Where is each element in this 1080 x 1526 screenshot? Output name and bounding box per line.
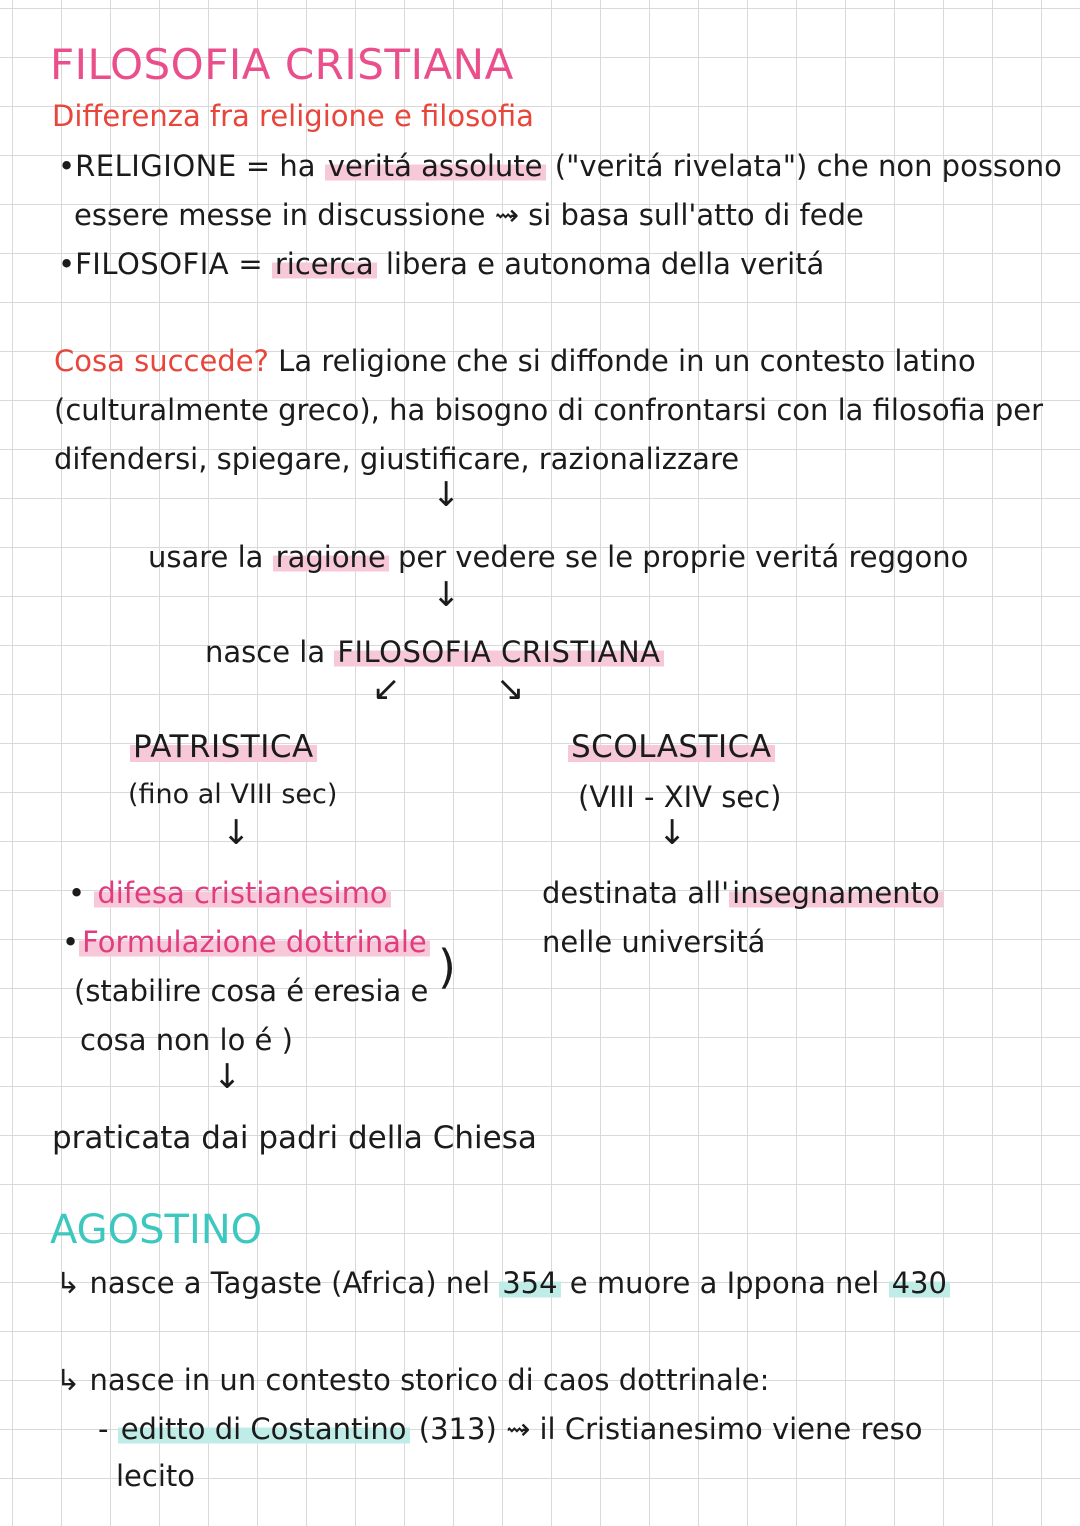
scolastica-title: SCOLASTICA <box>568 729 775 765</box>
bullet: • <box>58 149 76 183</box>
filosofia-term: FILOSOFIA <box>75 247 230 281</box>
bullet: • <box>58 247 76 281</box>
highlight-verita-assolute: veritá assolute <box>325 149 546 183</box>
religione-term: RELIGIONE <box>75 149 237 183</box>
editto-di-costantino: editto di Costantino <box>118 1412 410 1446</box>
text: e muore a Ippona nel <box>560 1266 889 1300</box>
arrow-down-right-icon: ↘ <box>496 669 525 709</box>
text: (313) ⇝ il Cristianesimo viene reso <box>409 1412 923 1446</box>
formulazione-dottrinale: Formulazione dottrinale <box>79 925 430 959</box>
arrow-down-icon: ↓ <box>658 813 687 853</box>
section-subtitle: Differenza fra religione e filosofia <box>52 99 534 133</box>
religione-line-2: essere messe in discussione ⇝ si basa sull'atto di fede <box>74 198 864 232</box>
patristica-title: PATRISTICA <box>130 729 317 765</box>
scolastica-line-1 <box>542 873 943 913</box>
agostino-line-1 <box>56 1263 950 1303</box>
text: usare la <box>148 540 273 574</box>
arrow-down-left-icon: ↙ <box>372 669 401 709</box>
highlight-ragione: ragione <box>273 540 389 574</box>
bracket-icon: ) <box>438 940 456 994</box>
text: La religione che si diffonde in un contesto latino <box>268 344 976 378</box>
arrow-down-icon: ↓ <box>222 813 251 853</box>
year-430: 430 <box>889 1266 950 1300</box>
filosofia-line <box>58 244 824 284</box>
patristica-result: praticata dai padri della Chiesa <box>52 1120 537 1156</box>
difesa-cristianesimo: difesa cristianesimo <box>94 876 390 910</box>
arrow-down-icon: ↓ <box>432 575 461 615</box>
agostino-line-3 <box>98 1409 922 1449</box>
text: nasce la <box>205 635 335 669</box>
cosa-line-2: (culturalmente greco), ha bisogno di confrontarsi con la filosofia per <box>54 393 1044 427</box>
agostino-line-2: ↳ nasce in un contesto storico di caos dottrinale: <box>56 1363 770 1397</box>
scolastica-heading <box>568 727 775 767</box>
patristica-heading <box>130 727 317 767</box>
ragione-line <box>148 537 968 577</box>
agostino-title: AGOSTINO <box>50 1207 263 1253</box>
text: ("veritá rivelata") che non possono <box>545 149 1062 183</box>
page-title: FILOSOFIA CRISTIANA <box>50 40 514 89</box>
scolastica-period: (VIII - XIV sec) <box>578 780 782 814</box>
highlight-filosofia-cristiana: FILOSOFIA CRISTIANA <box>334 635 663 669</box>
arrow-down-icon: ↓ <box>213 1057 242 1097</box>
text: ha <box>279 149 325 183</box>
text: libera e autonoma della veritá <box>376 247 825 281</box>
bullet: • <box>68 876 95 910</box>
equals-sign: = <box>236 149 280 183</box>
cosa-line-1 <box>54 341 976 381</box>
text: destinata all' <box>542 876 730 910</box>
patristica-line-4: cosa non lo é ) <box>80 1023 293 1057</box>
patristica-bullet-1 <box>68 873 391 913</box>
scolastica-line-2: nelle universitá <box>542 925 766 959</box>
highlight-ricerca: ricerca <box>272 247 377 281</box>
religione-line-1 <box>58 146 1062 186</box>
patristica-period: (fino al VIII sec) <box>128 779 338 810</box>
cosa-line-3: difendersi, spiegare, giustificare, razionalizzare <box>54 442 740 476</box>
arrow-down-icon: ↓ <box>432 475 461 515</box>
agostino-line-4: lecito <box>116 1459 196 1493</box>
patristica-line-3: (stabilire cosa é eresia e <box>74 974 429 1008</box>
year-354: 354 <box>499 1266 560 1300</box>
highlight-insegnamento: insegnamento <box>729 876 943 910</box>
patristica-bullet-2 <box>62 922 430 962</box>
text: per vedere se le proprie veritá reggono <box>388 540 969 574</box>
equals-sign: = <box>229 247 272 281</box>
nasce-line <box>205 632 664 672</box>
text: ↳ nasce a Tagaste (Africa) nel <box>56 1266 500 1300</box>
bullet: • <box>62 925 80 959</box>
text: - <box>98 1412 118 1446</box>
cosa-succede-label: Cosa succede? <box>54 344 269 378</box>
